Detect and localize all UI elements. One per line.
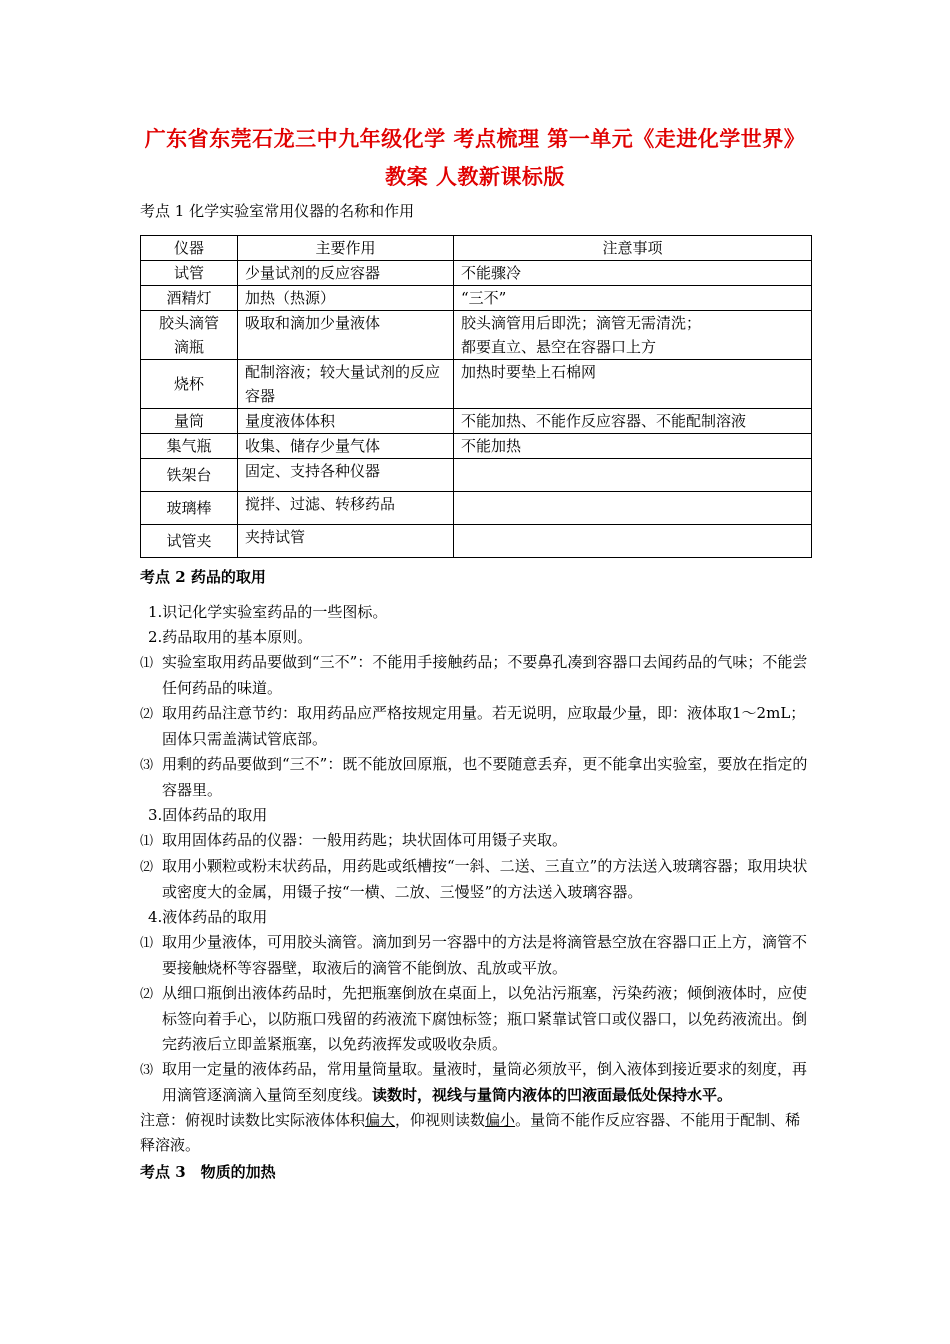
- item-marker: ⑴: [140, 656, 154, 671]
- item-text: 从细口瓶倒出液体药品时，先把瓶塞倒放在桌面上，以免沾污瓶塞，污染药液；倾倒液体时，应使标签向着手心，以防瓶口残留的药液流下腐蚀标签；瓶口紧靠试管口或仪器口，以免药液流出。倒完药液后立即盖紧瓶塞，以免药液挥发或吸收杂质。: [162, 984, 808, 1053]
- list-item: [140, 650, 812, 701]
- instrument-name: 铁架台: [141, 459, 238, 492]
- instrument-note: [454, 525, 812, 558]
- instrument-use: 量度液体体积: [238, 409, 454, 434]
- instrument-use: 夹持试管: [238, 525, 454, 558]
- item-text: 取用固体药品的仪器：一般用药匙；块状固体可用镊子夹取。: [162, 831, 568, 849]
- instrument-note: [454, 492, 812, 525]
- table-row: [141, 261, 812, 286]
- instrument-note: “三不”: [454, 286, 812, 311]
- section-kd2-heading: 考点 2 药品的取用: [140, 568, 266, 586]
- note-underline: 偏大: [365, 1111, 396, 1129]
- instrument-name: 集气瓶: [141, 434, 238, 459]
- instrument-name: 烧杯: [141, 360, 238, 409]
- instrument-note: 胶头滴管用后即洗；滴管无需清洗；都要直立、悬空在容器口上方: [454, 311, 812, 360]
- table-row: [141, 311, 812, 360]
- subsection-3: 3.固体药品的取用: [148, 806, 268, 824]
- list-item: [140, 752, 812, 803]
- note-text: ，仰视则读数: [395, 1111, 486, 1129]
- instrument-name: 胶头滴管滴瓶: [141, 311, 238, 360]
- instrument-use: 加热（热源）: [238, 286, 454, 311]
- table-row: [141, 525, 812, 558]
- item-marker: ⑵: [140, 987, 154, 1002]
- item-text: 取用药品注意节约：取用药品应严格按规定用量。若无说明，应取最少量，即：液体取1～2mL；固体只需盖满试管底部。: [162, 704, 806, 748]
- subsection-2: 2.药品取用的基本原则。: [148, 628, 313, 646]
- item-marker: ⑶: [140, 1063, 154, 1078]
- table-row: [141, 409, 812, 434]
- note-paragraph: [140, 1108, 812, 1158]
- instrument-use: 搅拌、过滤、转移药品: [238, 492, 454, 525]
- item-text: 取用一定量的液体药品，常用量筒量取。量液时，量筒必须放平，倒入液体到接近要求的刻度，再用滴管逐滴滴入量筒至刻度线。: [162, 1060, 808, 1104]
- note-text: 注意：俯视时读数比实际液体体积: [140, 1111, 366, 1129]
- item-marker: ⑵: [140, 860, 154, 875]
- table-row: [141, 492, 812, 525]
- instrument-table: [140, 235, 812, 558]
- document-title: 广东省东莞石龙三中九年级化学 考点梳理 第一单元《走进化学世界》教案 人教新课标版: [144, 126, 806, 189]
- item-text: 取用少量液体，可用胶头滴管。滴加到另一容器中的方法是将滴管悬空放在容器口正上方，滴管不要接触烧杯等容器壁，取液后的滴管不能倒放、乱放或平放。: [162, 933, 808, 977]
- table-header-row: [141, 236, 812, 261]
- instrument-name: 试管: [141, 261, 238, 286]
- note-text: 。量筒不能作反应容器、不能用于配制、稀释溶液。: [140, 1111, 801, 1154]
- header-use: 主要作用: [238, 236, 454, 261]
- header-note: 注意事项: [454, 236, 812, 261]
- instrument-note: [454, 459, 812, 492]
- item-marker: ⑴: [140, 834, 154, 849]
- instrument-name: 玻璃棒: [141, 492, 238, 525]
- item-emphasis: 读数时，视线与量筒内液体的凹液面最低处保持水平。: [372, 1086, 733, 1104]
- subsection-4: 4.液体药品的取用: [148, 908, 268, 926]
- instrument-name: 量筒: [141, 409, 238, 434]
- instrument-use: 收集、储存少量气体: [238, 434, 454, 459]
- list-item: [140, 701, 812, 752]
- item-text: 取用小颗粒或粉末状药品，用药匙或纸槽按“一斜、二送、三直立”的方法送入玻璃容器；取用块状或密度大的金属，用镊子按“一横、二放、三慢竖”的方法送入玻璃容器。: [162, 857, 808, 901]
- section-kd3-heading: 考点 3 物质的加热: [140, 1163, 276, 1181]
- instrument-note: 不能骤冷: [454, 261, 812, 286]
- instrument-note: 不能加热、不能作反应容器、不能配制溶液: [454, 409, 812, 434]
- table-row: [141, 459, 812, 492]
- list-item: [140, 854, 812, 905]
- header-instrument: 仪器: [141, 236, 238, 261]
- item-marker: ⑵: [140, 707, 154, 722]
- list-item: [140, 930, 812, 981]
- item-marker: ⑴: [140, 936, 154, 951]
- note-underline: 偏小: [485, 1111, 516, 1129]
- section-kd1-label: 考点 1 化学实验室常用仪器的名称和作用: [140, 202, 415, 220]
- instrument-name: 试管夹: [141, 525, 238, 558]
- instrument-name: 酒精灯: [141, 286, 238, 311]
- section-kd2-body: [140, 600, 812, 1185]
- item-text: 用剩的药品要做到“三不”：既不能放回原瓶，也不要随意丢弃，更不能拿出实验室，要放在指定的容器里。: [162, 755, 808, 799]
- instrument-use: 固定、支持各种仪器: [238, 459, 454, 492]
- instrument-use: 少量试剂的反应容器: [238, 261, 454, 286]
- table-row: [141, 360, 812, 409]
- table-row: [141, 286, 812, 311]
- list-item: [140, 1057, 812, 1108]
- table-row: [141, 434, 812, 459]
- item-marker: ⑶: [140, 758, 154, 773]
- item-text: 实验室取用药品要做到“三不”：不能用手接触药品；不要鼻孔凑到容器口去闻药品的气味；不能尝任何药品的味道。: [162, 653, 808, 697]
- subsection-1: 1.识记化学实验室药品的一些图标。: [148, 603, 388, 621]
- instrument-use: 配制溶液；较大量试剂的反应容器: [238, 360, 454, 409]
- instrument-note: 加热时要垫上石棉网: [454, 360, 812, 409]
- instrument-use: 吸取和滴加少量液体: [238, 311, 454, 360]
- list-item: [140, 828, 812, 854]
- list-item: [140, 981, 812, 1057]
- instrument-note: 不能加热: [454, 434, 812, 459]
